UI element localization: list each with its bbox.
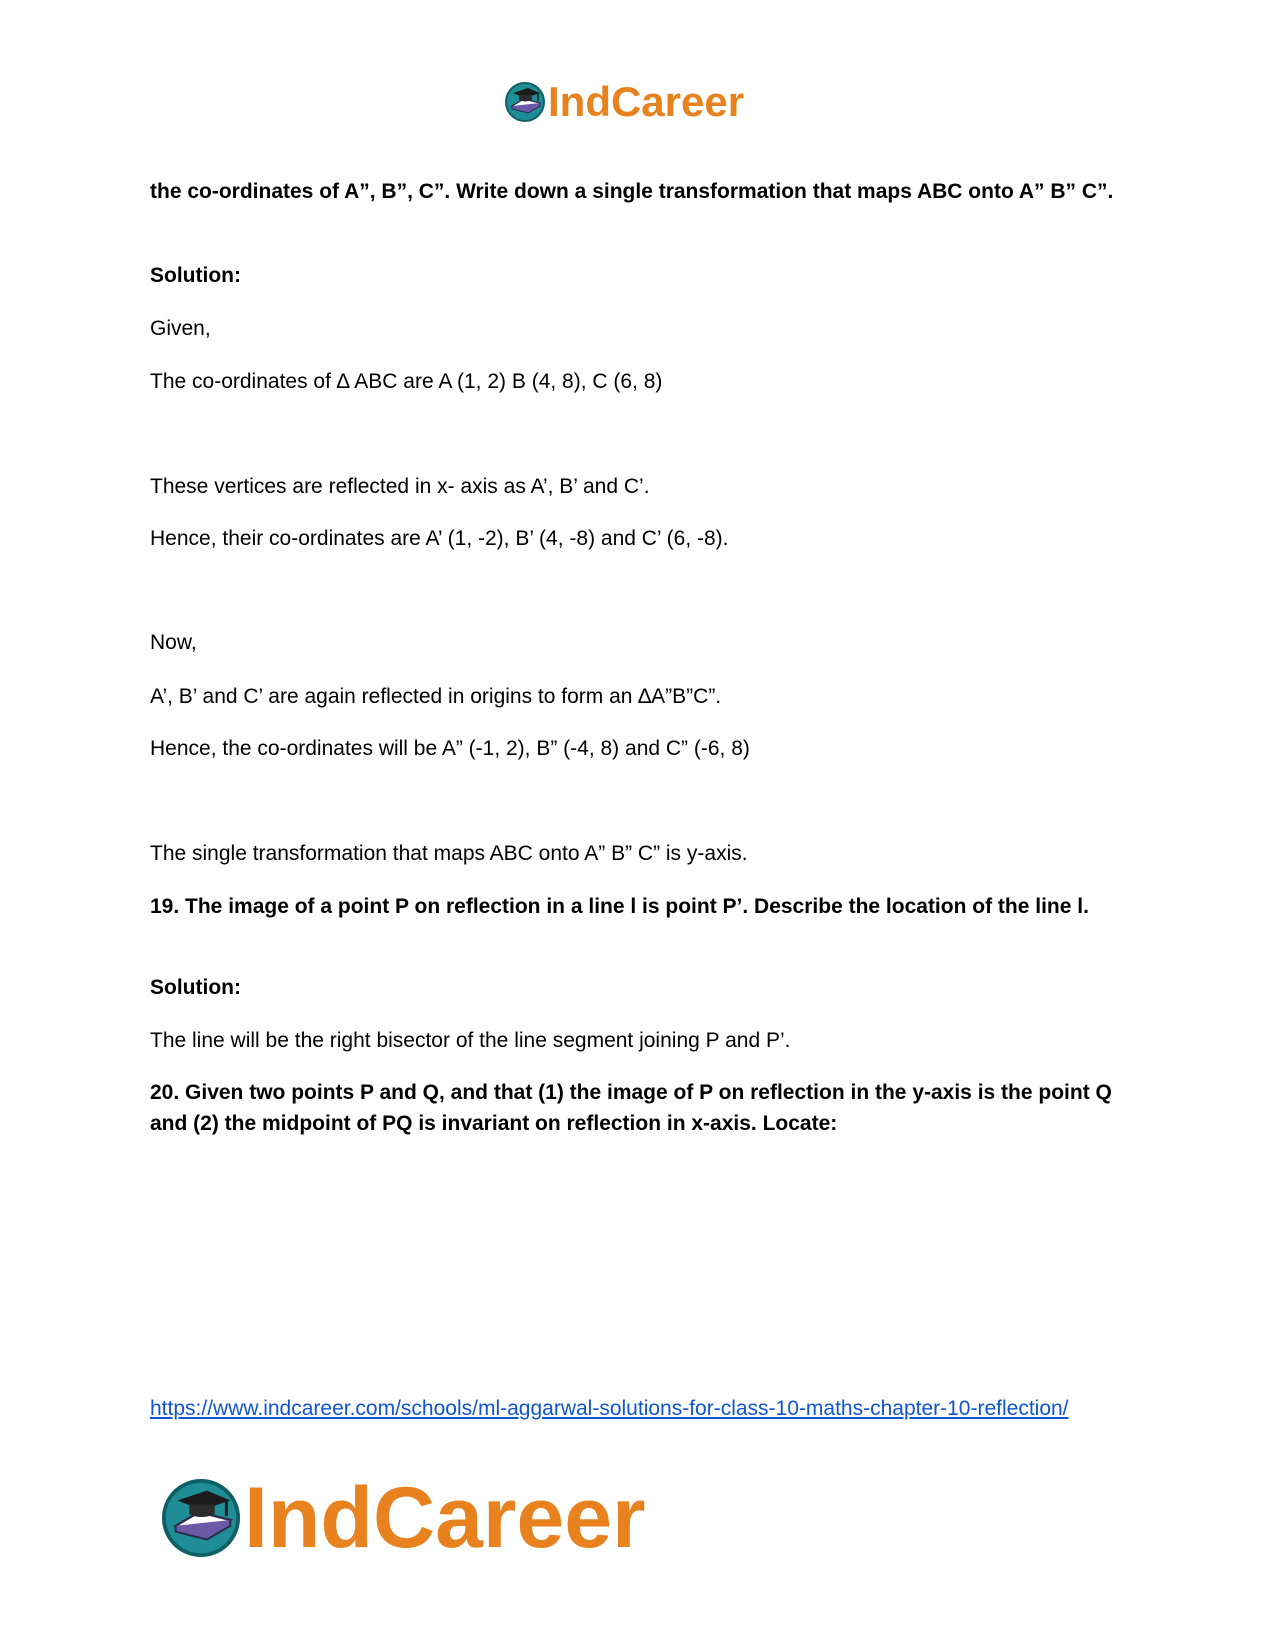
header-logo-text: IndCareer [548, 78, 745, 125]
footer-logo-text: IndCareer [244, 1469, 646, 1566]
question-19: 19. The image of a point P on reflection in a line l is point P’. Describe the location of the line l. [150, 895, 1089, 918]
question-20: 20. Given two points P and Q, and that (1) the image of P on reflection in the y-axis is the point Q and (2) the midpoint of PQ is invariant on reflection in x-axis. Locate: [150, 1081, 1112, 1135]
solution-label: Solution: [150, 976, 241, 999]
solution-label: Solution: [150, 264, 241, 287]
coords-dprime-text: Hence, the co-ordinates will be A” (-1, 2), B” (-4, 8) and C” (-6, 8) [150, 737, 750, 760]
source-url-link[interactable]: https://www.indcareer.com/schools/ml-aggarwal-solutions-for-class-10-maths-chapter-10-reflection/ [150, 1397, 1069, 1420]
reflected-origin-text: A’, B’ and C’ are again reflected in origins to form an ∆A”B”C”. [150, 685, 722, 708]
answer-19-text: The line will be the right bisector of the line segment joining P and P’. [150, 1029, 791, 1052]
question-continuation: the co-ordinates of A”, B”, C”. Write down a single transformation that maps ABC onto A” B” C”. [150, 180, 1114, 203]
coords-abc-text: The co-ordinates of ∆ ABC are A (1, 2) B (4, 8), C (6, 8) [150, 370, 663, 393]
graduation-cap-book-icon [504, 81, 546, 123]
footer-logo [160, 1469, 646, 1566]
graduation-cap-book-icon [160, 1477, 242, 1559]
coords-prime-text: Hence, their co-ordinates are A’ (1, -2), B’ (4, -8) and C’ (6, -8). [150, 527, 729, 550]
now-text: Now, [150, 631, 197, 654]
given-text: Given, [150, 317, 211, 340]
reflected-x-text: These vertices are reflected in x- axis as A’, B’ and C’. [150, 475, 650, 498]
single-transform-text: The single transformation that maps ABC onto A” B” C” is y-axis. [150, 842, 748, 865]
header-logo [504, 78, 744, 126]
